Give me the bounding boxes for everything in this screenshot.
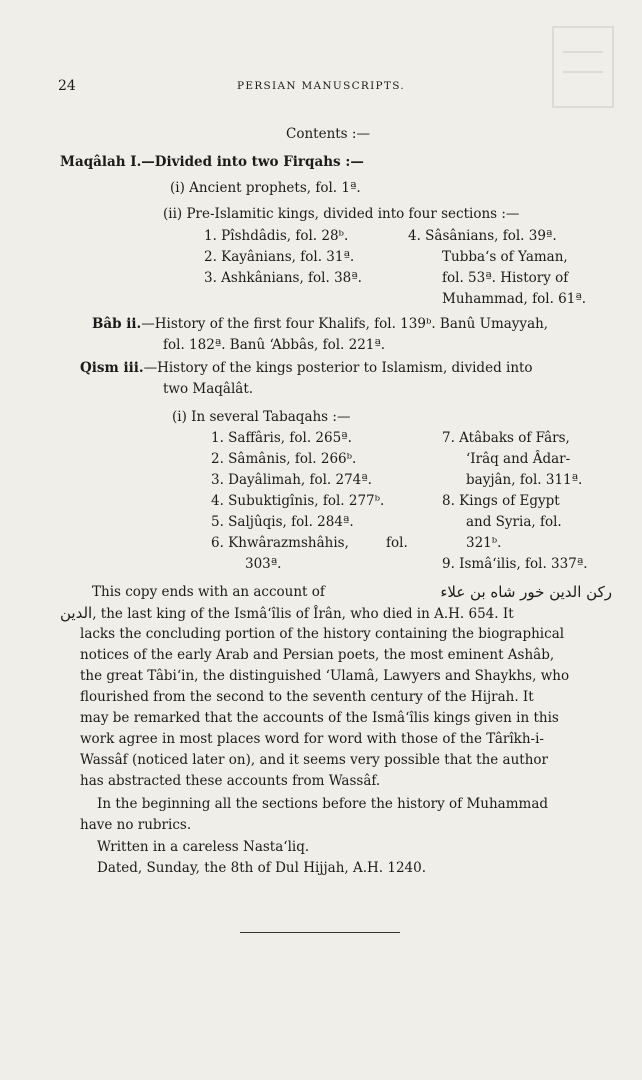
para1-line-8: work agree in most places word for word with those of the Târîkh-i- (80, 731, 544, 747)
maqalah-text: —Divided into two Firqahs :— (141, 154, 364, 170)
running-title: PERSIAN MANUSCRIPTS. (237, 80, 405, 92)
king-item-4c: fol. 53ª. History of (442, 270, 569, 286)
tabaqah-item-7b: ‘Irâq and Âdar- (466, 451, 571, 467)
end-rule (240, 932, 400, 933)
bab-text-1: —History of the first four Khalifs, fol. 139ᵇ. Banû Umayyah, (141, 316, 549, 332)
bab-line-2: fol. 182ª. Banû ‘Abbâs, fol. 221ª. (163, 337, 386, 353)
tabaqah-item-8: 8. Kings of Egypt (442, 493, 560, 509)
king-item-1: 1. Pîshdâdis, fol. 28ᵇ. (204, 228, 349, 244)
tabaqah-item-2: 2. Sâmânis, fol. 266ᵇ. (211, 451, 357, 467)
para1-line-9: Wassâf (noticed later on), and it seems very possible that the author (80, 752, 548, 768)
maqalah-line (60, 152, 364, 172)
king-item-4d: Muhammad, fol. 61ª. (442, 291, 587, 307)
tabaqah-item-7c: bayjân, fol. 311ª. (466, 472, 583, 488)
king-item-2: 2. Kayânians, fol. 31ª. (204, 249, 355, 265)
tabaqah-item-4: 4. Subuktigînis, fol. 277ᵇ. (211, 493, 385, 509)
qism-line-2: two Maqâlât. (163, 381, 254, 397)
para2-line-1: In the beginning all the sections before the history of Muhammad (97, 796, 549, 812)
king-item-3: 3. Ashkânians, fol. 38ª. (204, 270, 362, 286)
para4: Dated, Sunday, the 8th of Dul Hijjah, A.H. 1240. (97, 860, 427, 876)
tabaqah-item-8b: and Syria, fol. (466, 514, 562, 530)
tabaqahs-heading: (i) In several Tabaqahs :— (172, 409, 351, 425)
para1-text-2: , the last king of the Ismâ‘îlis of Îrân, who died in A.H. 654. It (92, 606, 514, 622)
para1-line-6: flourished from the second to the seventh century of the Hijrah. It (80, 689, 534, 705)
qism-line-1 (80, 358, 533, 378)
tabaqah-item-3: 3. Dayâlimah, fol. 274ª. (211, 472, 372, 488)
para1-line-1 (92, 582, 612, 602)
para1-start: This copy ends with an account of (92, 584, 325, 600)
tabaqah-item-6-fol: fol. (386, 535, 408, 551)
tabaqah-item-5: 5. Saljûqis, fol. 284ª. (211, 514, 354, 530)
library-stamp-mark (548, 22, 618, 112)
firqah-2: (ii) Pre-Islamitic kings, divided into four sections :— (163, 206, 520, 222)
bab-label: Bâb ii. (92, 316, 142, 332)
arabic-name: ركن الدين خور شاه بن علاء (440, 583, 612, 601)
tabaqah-item-7: 7. Atâbaks of Fârs, (442, 430, 570, 446)
para1-line-5: the great Tâbi‘in, the distinguished ‘Ulamâ, Lawyers and Shaykhs, who (80, 668, 570, 684)
tabaqah-item-1: 1. Saffâris, fol. 265ª. (211, 430, 352, 446)
tabaqah-item-6-folio: 303ª. (245, 556, 282, 572)
para1-line-4: notices of the early Arab and Persian poets, the most eminent Ashâb, (80, 647, 555, 663)
king-item-4: 4. Sâsânians, fol. 39ª. (408, 228, 557, 244)
para1-line-10: has abstracted these accounts from Wassâf. (80, 773, 381, 789)
king-item-4b: Tubba‘s of Yaman, (442, 249, 568, 265)
page-number: 24 (58, 78, 76, 94)
maqalah-label: Maqâlah I. (60, 154, 142, 170)
qism-label: Qism iii. (80, 360, 144, 376)
para1-line-3: lacks the concluding portion of the history containing the biographical (80, 626, 565, 642)
bab-line-1 (92, 314, 548, 334)
arabic-name-end: الدين (60, 604, 93, 622)
contents-heading: Contents :— (286, 126, 370, 142)
qism-text-1: —History of the kings posterior to Islamism, divided into (143, 360, 533, 376)
para1-line-2 (60, 603, 514, 624)
tabaqah-item-6: 6. Khwârazmshâhis, (211, 535, 349, 551)
para1-line-7: may be remarked that the accounts of the Ismâ‘îlis kings given in this (80, 710, 559, 726)
para3: Written in a careless Nasta‘liq. (97, 839, 310, 855)
firqah-1: (i) Ancient prophets, fol. 1ª. (170, 180, 361, 196)
tabaqah-item-8c: 321ᵇ. (466, 535, 502, 551)
para2-line-2: have no rubrics. (80, 817, 192, 833)
tabaqah-item-9: 9. Ismâ‘ilis, fol. 337ª. (442, 556, 588, 572)
